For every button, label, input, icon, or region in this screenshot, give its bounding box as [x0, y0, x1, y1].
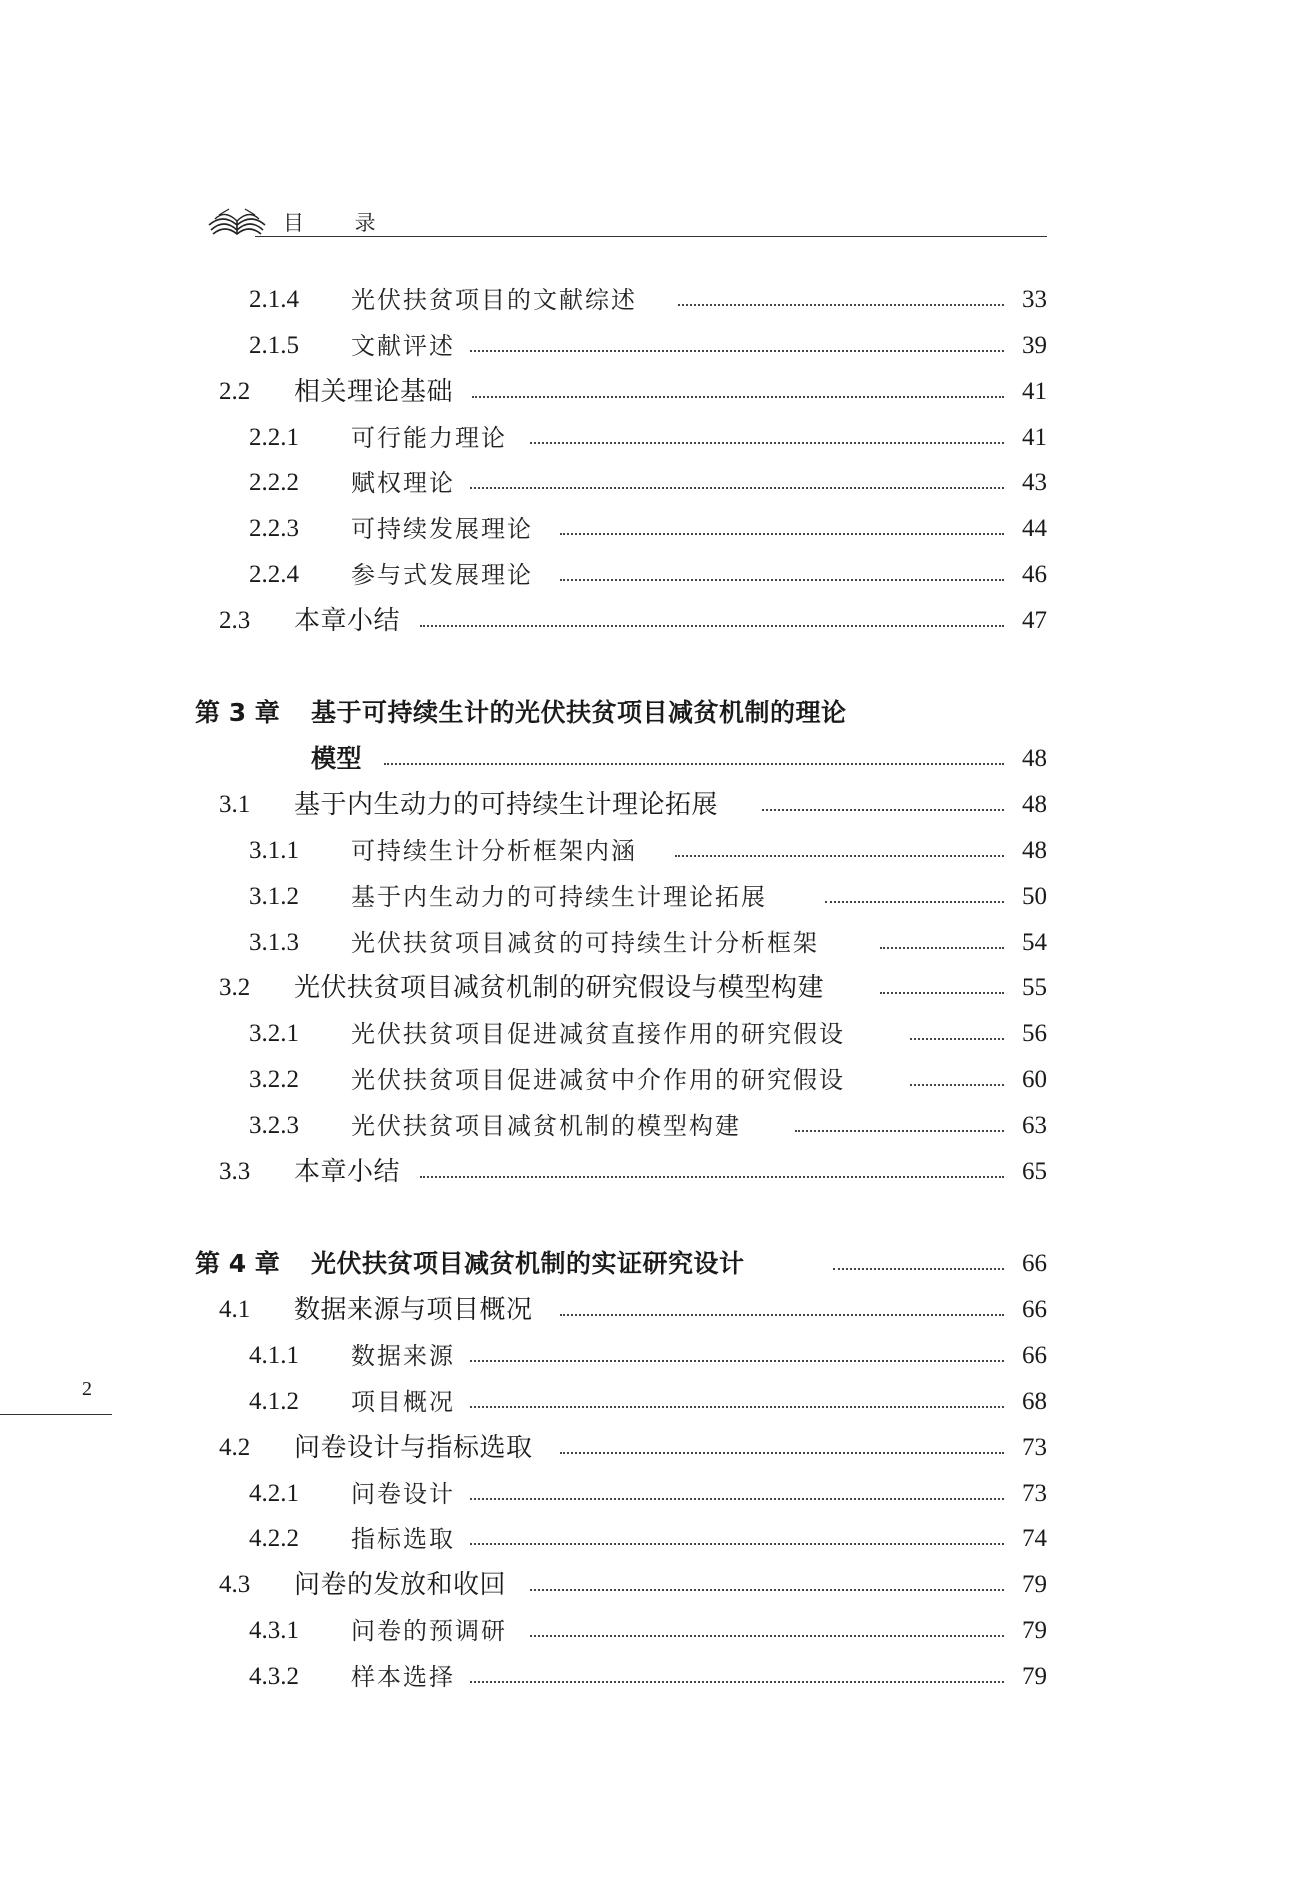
- toc-chapter-title: 模型: [311, 744, 363, 773]
- page-number: 2: [82, 1378, 92, 1400]
- toc-entry-number: 2.2.1: [249, 424, 299, 451]
- toc-entry-number: 3.2.1: [249, 1020, 299, 1047]
- toc-entry[interactable]: [0, 1430, 1307, 1466]
- toc-entry-page: 48: [1022, 745, 1047, 772]
- toc-entry-number: 2.1.4: [249, 286, 299, 313]
- toc-entry-title: 光伏扶贫项目促进减贫直接作用的研究假设: [351, 1020, 845, 1048]
- toc-leader-dots: [470, 1338, 1004, 1374]
- toc-entry-page: 48: [1022, 837, 1047, 864]
- toc-entry-number: 3.2.3: [249, 1112, 299, 1139]
- toc-entry-number: 4.2: [219, 1434, 251, 1461]
- toc-entry[interactable]: [0, 1384, 1307, 1420]
- toc-entry-title: 指标选取: [351, 1525, 455, 1553]
- toc-entry[interactable]: [0, 1476, 1307, 1512]
- toc-entry-title: 数据来源: [351, 1342, 455, 1370]
- toc-entry[interactable]: [0, 787, 1307, 823]
- toc-chapter-title: 基于可持续生计的光伏扶贫项目减贫机制的理论: [311, 698, 847, 727]
- toc-chapter-number: 第 4 章: [195, 1249, 280, 1278]
- toc-entry-number: 2.2: [219, 378, 251, 405]
- toc-entry-title: 可持续发展理论: [351, 515, 533, 543]
- toc-entry-number: 4.2.2: [249, 1525, 299, 1552]
- toc-entry-page: 79: [1022, 1663, 1047, 1690]
- toc-entry[interactable]: [0, 1521, 1307, 1557]
- toc-entry[interactable]: [0, 511, 1307, 547]
- toc-entry-title: 基于内生动力的可持续生计理论拓展: [351, 883, 767, 911]
- toc-entry[interactable]: [0, 420, 1307, 456]
- toc-entry-number: 2.2.3: [249, 515, 299, 542]
- toc-entry[interactable]: [0, 603, 1307, 639]
- toc-entry-number: 2.2.2: [249, 469, 299, 496]
- toc-entry-number: 3.1.1: [249, 837, 299, 864]
- toc-entry-page: 39: [1022, 332, 1047, 359]
- toc-entry[interactable]: [0, 374, 1307, 410]
- toc-entry[interactable]: [0, 833, 1307, 869]
- toc-entry-number: 2.1.5: [249, 332, 299, 359]
- page-number-rule: [0, 1414, 112, 1415]
- toc-chapter-title: 光伏扶贫项目减贫机制的实证研究设计: [311, 1249, 745, 1278]
- toc-entry-title: 问卷设计: [351, 1480, 455, 1508]
- toc-leader-dots: [910, 1062, 1004, 1098]
- toc-entry-page: 73: [1022, 1434, 1047, 1461]
- toc-leader-dots: [420, 1154, 1004, 1190]
- toc-entry-number: 2.3: [219, 607, 251, 634]
- toc-entry-number: 4.3: [219, 1571, 251, 1598]
- toc-entry-page: 46: [1022, 561, 1047, 588]
- toc-entry-number: 4.1.1: [249, 1342, 299, 1369]
- toc-entry-page: 48: [1022, 791, 1047, 818]
- toc-leader-dots: [910, 1016, 1004, 1052]
- toc-leader-dots: [470, 1384, 1004, 1420]
- toc-entry-page: 41: [1022, 424, 1047, 451]
- toc-chapter[interactable]: [0, 695, 1307, 731]
- toc-leader-dots: [678, 282, 1004, 318]
- toc-entry[interactable]: [0, 557, 1307, 593]
- toc-entry[interactable]: [0, 879, 1307, 915]
- toc-entry-number: 3.1: [219, 791, 251, 818]
- toc-entry-title: 本章小结: [294, 1157, 401, 1187]
- toc-entry-number: 3.2: [219, 974, 251, 1001]
- toc-leader-dots: [530, 1613, 1004, 1649]
- toc-leader-dots: [880, 925, 1004, 961]
- toc-entry-title: 赋权理论: [351, 469, 455, 497]
- toc-entry[interactable]: [0, 970, 1307, 1006]
- toc-leader-dots: [472, 374, 1004, 410]
- toc-leader-dots: [384, 741, 1004, 777]
- toc-entry-title: 问卷的发放和收回: [294, 1570, 507, 1600]
- toc-entry-page: 43: [1022, 469, 1047, 496]
- toc-leader-dots: [795, 1108, 1004, 1144]
- toc-entry[interactable]: [0, 1613, 1307, 1649]
- toc-leader-dots: [530, 420, 1004, 456]
- toc-entry[interactable]: [0, 1108, 1307, 1144]
- toc-entry-number: 4.3.1: [249, 1617, 299, 1644]
- toc-entry-number: 3.2.2: [249, 1066, 299, 1093]
- toc-entry-number: 4.3.2: [249, 1663, 299, 1690]
- toc-entry-page: 50: [1022, 883, 1047, 910]
- toc-entry-page: 55: [1022, 974, 1047, 1001]
- toc-entry-page: 66: [1022, 1296, 1047, 1323]
- toc-entry[interactable]: [0, 1154, 1307, 1190]
- toc-entry-title: 相关理论基础: [294, 377, 454, 407]
- toc-entry-title: 可行能力理论: [351, 424, 507, 452]
- toc-entry[interactable]: [0, 1659, 1307, 1695]
- toc-entry-title: 项目概况: [351, 1388, 455, 1416]
- toc-leader-dots: [560, 557, 1004, 593]
- toc-entry[interactable]: [0, 1062, 1307, 1098]
- toc-entry-page: 79: [1022, 1617, 1047, 1644]
- toc-entry[interactable]: [0, 328, 1307, 364]
- toc-entry[interactable]: [0, 465, 1307, 501]
- toc-entry-number: 4.2.1: [249, 1480, 299, 1507]
- toc-leader-dots: [470, 465, 1004, 501]
- toc-leader-dots: [470, 1659, 1004, 1695]
- toc-entry-title: 文献评述: [351, 332, 455, 360]
- toc-leader-dots: [470, 1521, 1004, 1557]
- toc-leader-dots: [470, 328, 1004, 364]
- toc-entry-page: 79: [1022, 1571, 1047, 1598]
- toc-entry-title: 样本选择: [351, 1663, 455, 1691]
- toc-entry[interactable]: [0, 1016, 1307, 1052]
- toc-entry-title: 光伏扶贫项目减贫机制的研究假设与模型构建: [294, 973, 825, 1003]
- toc-entry-number: 3.1.2: [249, 883, 299, 910]
- toc-entry-title: 光伏扶贫项目的文献综述: [351, 286, 637, 314]
- toc-entry[interactable]: [0, 1292, 1307, 1328]
- toc-entry-title: 参与式发展理论: [351, 561, 533, 589]
- toc-leader-dots: [420, 603, 1004, 639]
- toc-entry-number: 2.2.4: [249, 561, 299, 588]
- toc-entry-title: 光伏扶贫项目减贫机制的模型构建: [351, 1112, 741, 1140]
- toc-entry-number: 3.3: [219, 1158, 251, 1185]
- toc-leader-dots: [470, 1476, 1004, 1512]
- toc-leader-dots: [833, 1246, 1004, 1282]
- toc-leader-dots: [762, 787, 1004, 823]
- toc-entry-page: 65: [1022, 1158, 1047, 1185]
- toc-entry-page: 54: [1022, 929, 1047, 956]
- toc-entry-number: 4.1: [219, 1296, 251, 1323]
- toc-entry-title: 本章小结: [294, 606, 401, 636]
- toc-entry-title: 光伏扶贫项目促进减贫中介作用的研究假设: [351, 1066, 845, 1094]
- toc-leader-dots: [825, 879, 1004, 915]
- toc-entry-number: 3.1.3: [249, 929, 299, 956]
- toc-entry-page: 68: [1022, 1388, 1047, 1415]
- toc-chapter[interactable]: [0, 1246, 1307, 1282]
- toc-entry-page: 66: [1022, 1250, 1047, 1277]
- toc-chapter-number: 第 3 章: [195, 698, 280, 727]
- toc-entry-page: 66: [1022, 1342, 1047, 1369]
- toc-entry-page: 41: [1022, 378, 1047, 405]
- header-title: 目 录: [283, 211, 398, 235]
- toc-leader-dots: [560, 511, 1004, 547]
- toc-entry[interactable]: [0, 925, 1307, 961]
- toc-entry-title: 可持续生计分析框架内涵: [351, 837, 637, 865]
- toc-leader-dots: [675, 833, 1004, 869]
- toc-entry-title: 问卷设计与指标选取: [294, 1433, 533, 1463]
- toc-leader-dots: [560, 1430, 1004, 1466]
- toc-entry-page: 47: [1022, 607, 1047, 634]
- toc-entry-page: 33: [1022, 286, 1047, 313]
- toc-leader-dots: [560, 1292, 1004, 1328]
- toc-entry-page: 44: [1022, 515, 1047, 542]
- toc-entry[interactable]: [0, 1567, 1307, 1603]
- toc-entry-page: 60: [1022, 1066, 1047, 1093]
- toc-entry-title: 问卷的预调研: [351, 1617, 507, 1645]
- toc-entry[interactable]: [0, 1338, 1307, 1374]
- toc-entry-title: 光伏扶贫项目减贫的可持续生计分析框架: [351, 929, 819, 957]
- toc-entry-page: 74: [1022, 1525, 1047, 1552]
- toc-entry-page: 56: [1022, 1020, 1047, 1047]
- toc-entry-page: 73: [1022, 1480, 1047, 1507]
- toc-entry-title: 基于内生动力的可持续生计理论拓展: [294, 790, 719, 820]
- toc-entry-title: 数据来源与项目概况: [294, 1295, 533, 1325]
- toc-entry-number: 4.1.2: [249, 1388, 299, 1415]
- toc-leader-dots: [530, 1567, 1004, 1603]
- toc-leader-dots: [880, 970, 1004, 1006]
- toc-entry-page: 63: [1022, 1112, 1047, 1139]
- toc-entry[interactable]: [0, 282, 1307, 318]
- toc-chapter-continuation[interactable]: [0, 741, 1307, 777]
